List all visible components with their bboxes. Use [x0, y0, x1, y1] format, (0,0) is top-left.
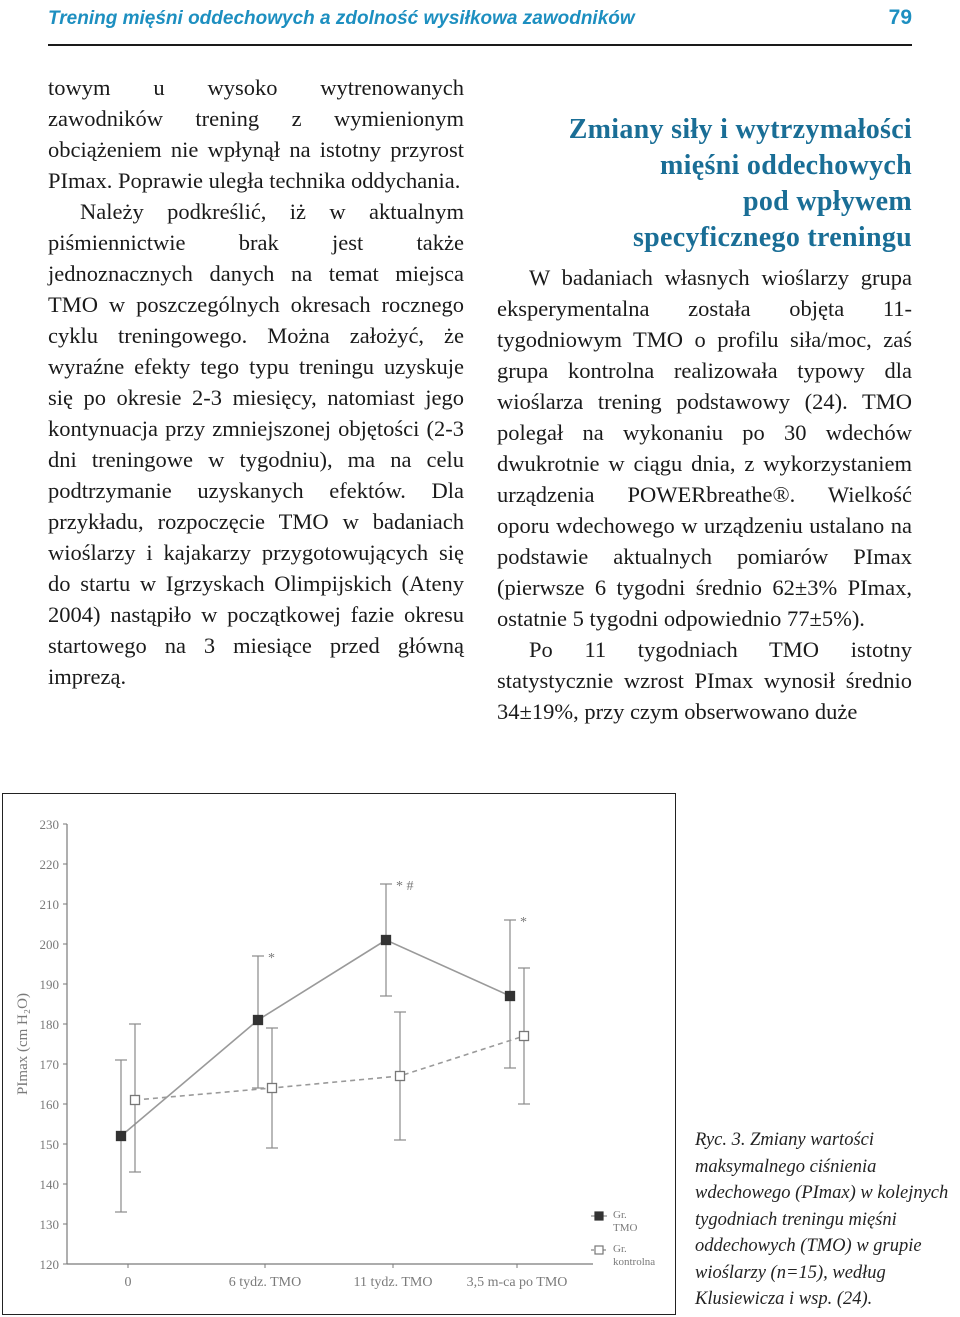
running-header [48, 4, 912, 46]
heading-line: mięśni oddechowych [660, 150, 912, 181]
y-tick-label: 120 [39, 1257, 59, 1272]
data-point [396, 1072, 405, 1081]
significance-annotation: * [520, 915, 527, 930]
paragraph: W badaniach własnych wioślarzy grupa eksperymentalna została objęta 11-tygodniowym TMO o profilu siła/moc, zaś grupa kontrolna realizowała typowy dla wioślarza trening podstawowy (24). TMO polegał na wykonaniu po 30 wdechów dwukrotnie w ciągu dnia, z wykorzystaniem urządzenia POWERbreathe®. Wielkość oporu wdechowego w urządzeniu ustalano na podstawie aktualnych pomiarów PImax (pierwsze 6 tygodni średnio 62±3% PImax, ostatnie 5 tygodni odpowiednio 77±5%). [497, 265, 912, 631]
legend-label: Gr. [613, 1209, 627, 1221]
heading-line: pod wpływem [743, 186, 912, 217]
legend-label: Gr. [613, 1243, 627, 1255]
figure-pimax-chart [2, 793, 676, 1315]
y-tick-label: 130 [39, 1217, 59, 1232]
pimax-line-chart [3, 794, 675, 1314]
data-point [382, 936, 391, 945]
data-point [117, 1132, 126, 1141]
series-line [135, 1036, 524, 1100]
legend-marker [595, 1246, 603, 1254]
y-tick-label: 190 [39, 977, 59, 992]
right-column [497, 112, 912, 727]
paragraph: Po 11 tygodniach TMO istotny statystycznie wzrost PImax wynosił średnio 34±19%, przy czym obserwowano duże [497, 637, 912, 724]
y-axis-label: PImax (cm H₂O) [15, 993, 31, 1095]
y-tick-label: 200 [39, 937, 59, 952]
significance-annotation: * [268, 951, 275, 966]
data-point [131, 1096, 140, 1105]
heading-line: specyficznego treningu [632, 222, 912, 253]
x-tick-label: 6 tydz. TMO [228, 1275, 302, 1290]
legend-marker [595, 1212, 603, 1220]
section-heading [497, 112, 912, 256]
heading-line: Zmiany siły i wytrzymałości [568, 114, 912, 145]
data-point [506, 992, 515, 1001]
y-tick-label: 140 [39, 1177, 59, 1192]
running-title: Trening mięśni oddechowych a zdolność wysiłkowa zawodników [48, 8, 635, 29]
y-tick-label: 230 [39, 817, 59, 832]
figure-caption: Ryc. 3. Zmiany wartości maksymalnego ciśnienia wdechowego (PImax) w kolejnych tygodniach treningu mięśni oddechowych (TMO) w grupie wioślarzy (n=15), według Klusiewicza i wsp. (24). [695, 1130, 949, 1309]
left-column [48, 72, 464, 692]
y-tick-label: 170 [39, 1057, 59, 1072]
significance-annotation: * # [396, 879, 414, 894]
x-tick-label: 11 tydz. TMO [353, 1275, 433, 1290]
data-point [254, 1016, 263, 1025]
paragraph: towym u wysoko wytrenowanych zawodników trening z wymienionym obciążeniem nie wpłynął na istotny przyrost PImax. Poprawie uległa technika oddychania. [48, 75, 464, 193]
y-tick-label: 210 [39, 897, 59, 912]
legend-label: TMO [613, 1222, 638, 1234]
data-point [520, 1032, 529, 1041]
y-tick-label: 220 [39, 857, 59, 872]
y-tick-label: 180 [39, 1017, 59, 1032]
y-tick-label: 150 [39, 1137, 59, 1152]
x-tick-label: 0 [124, 1275, 132, 1290]
x-tick-label: 3,5 m-ca po TMO [466, 1275, 568, 1290]
legend-label: kontrolna [613, 1256, 656, 1268]
y-tick-label: 160 [39, 1097, 59, 1112]
paragraph: Należy podkreślić, iż w aktualnym piśmiennictwie brak jest także jednoznacznych danych na temat miejsca TMO w poszczególnych okresach rocznego cyklu treningowego. Można założyć, że wyraźne efekty tego typu treningu uzyskuje się po okresie 2-3 miesięcy, natomiast jego kontynuacja przy zmniejszonej objętości (2-3 dni treningowe w tygodniu), ma na celu podtrzymanie uzyskanych efektów. Dla przykładu, rozpoczęcie TMO w badaniach wioślarzy i kajakarzy przygotowujących się do startu w Igrzyskach Olimpijskich (Ateny 2004) nastąpiło w początkowej fazie okresu startowego na 3 miesiące przed główną imprezą. [48, 199, 464, 689]
series-line [121, 940, 510, 1136]
data-point [268, 1084, 277, 1093]
page-number: 79 [888, 6, 912, 29]
